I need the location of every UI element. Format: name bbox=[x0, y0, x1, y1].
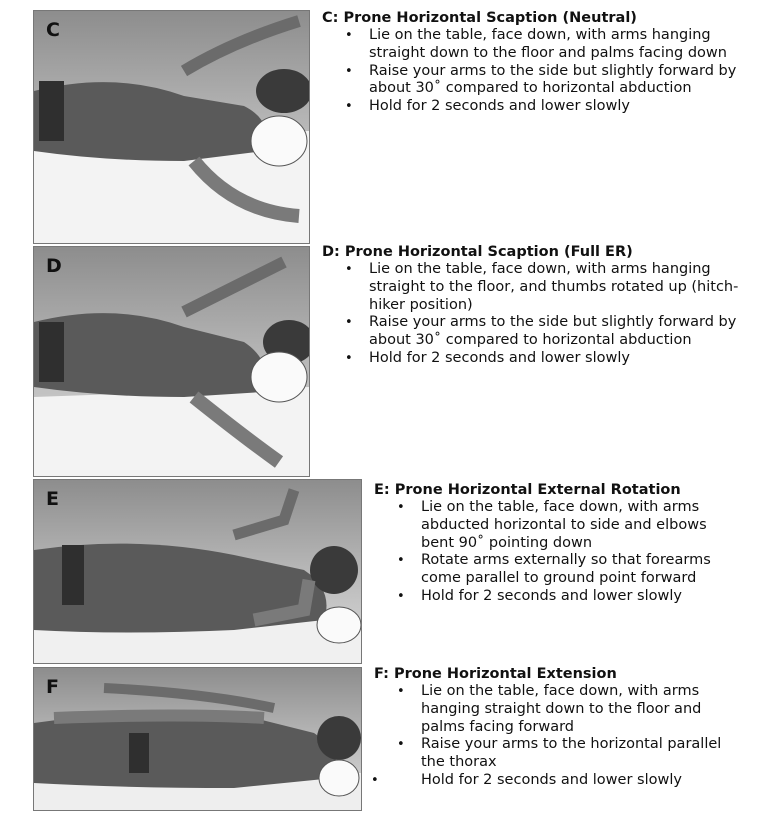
exercise-photo-c bbox=[33, 10, 310, 244]
list-item: • Rotate arms externally so that forearms come parallel to ground point forward bbox=[374, 552, 744, 588]
exercise-c-steps bbox=[322, 27, 742, 116]
exercise-c-title: C: Prone Horizontal Scaption (Neutral) bbox=[322, 10, 637, 26]
list-item: • Lie on the table, face down, with arms abducted horizontal to side and elbows bent 90˚ pointing down bbox=[374, 499, 744, 552]
list-item: • Hold for 2 seconds and lower slowly bbox=[322, 350, 742, 368]
photo-letter-d: D bbox=[46, 255, 62, 277]
list-item: • Raise your arms to the side but slightly forward by about 30˚ compared to horizontal abduction bbox=[322, 314, 742, 350]
list-item: • Raise your arms to the side but slightly forward by about 30˚ compared to horizontal abduction bbox=[322, 63, 742, 99]
exercise-photo-f bbox=[33, 667, 362, 811]
exercise-c-text bbox=[322, 9, 742, 116]
exercise-photo-e bbox=[33, 479, 362, 664]
prone-person-illustration bbox=[34, 247, 309, 476]
exercise-f-text bbox=[374, 665, 744, 790]
exercise-d-text bbox=[322, 243, 742, 368]
photo-letter-c: C bbox=[46, 19, 60, 41]
exercise-e-title: E: Prone Horizontal External Rotation bbox=[374, 482, 681, 498]
exercise-e-steps bbox=[374, 499, 744, 606]
exercise-d-title: D: Prone Horizontal Scaption (Full ER) bbox=[322, 244, 633, 260]
list-item: • Raise your arms to the horizontal parallel the thorax bbox=[374, 736, 744, 772]
prone-person-illustration bbox=[34, 11, 309, 243]
list-item: • Hold for 2 seconds and lower slowly bbox=[322, 98, 742, 116]
prone-person-illustration bbox=[34, 480, 361, 663]
photo-letter-f: F bbox=[46, 676, 59, 698]
exercise-f-title: F: Prone Horizontal Extension bbox=[374, 666, 617, 682]
photo-letter-e: E bbox=[46, 488, 59, 510]
list-item: • Lie on the table, face down, with arms hanging straight to the floor, and thumbs rotated up (hitch-hiker position) bbox=[322, 261, 742, 314]
list-item: • Lie on the table, face down, with arms hanging straight down to the floor and palms facing forward bbox=[374, 683, 744, 736]
list-item: • Hold for 2 seconds and lower slowly bbox=[374, 772, 744, 790]
exercise-d-steps bbox=[322, 261, 742, 368]
exercise-f-steps bbox=[374, 683, 744, 790]
exercise-photo-d bbox=[33, 246, 310, 477]
list-item: • Lie on the table, face down, with arms hanging straight down to the floor and palms facing down bbox=[322, 27, 742, 63]
exercise-e-text bbox=[374, 481, 744, 606]
prone-person-illustration bbox=[34, 668, 361, 810]
list-item: • Hold for 2 seconds and lower slowly bbox=[374, 588, 744, 606]
